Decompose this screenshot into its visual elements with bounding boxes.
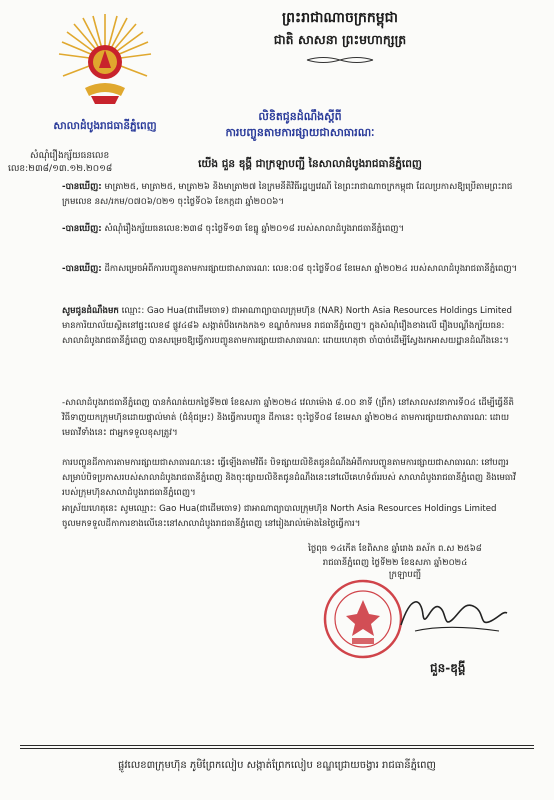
document-subtitle: ការបញ្ចូនតាមការផ្សាយជាសាធារណៈ bbox=[225, 126, 375, 139]
case-file-label: សំណុំរឿងក្ស័យធនលេខ bbox=[30, 151, 110, 161]
document-title: លិខិតជូនដំណឹងស្ដីពី bbox=[258, 110, 342, 123]
paragraph-lead: -បានឃើញ: bbox=[62, 224, 102, 234]
paragraph bbox=[62, 304, 522, 349]
paragraph bbox=[62, 456, 522, 501]
footer-divider-thin bbox=[20, 748, 534, 749]
lunar-date: ថ្ងៃពុធ ១៤កើត ខែពិសាខ ឆ្នាំរោង ឆស័ក ព.ស ២៥៦៨ bbox=[308, 544, 482, 554]
paragraph bbox=[62, 180, 522, 210]
handwritten-signature bbox=[395, 585, 510, 640]
paragraph bbox=[62, 502, 522, 532]
footer-address: ផ្លូវលេខ៣ក្រុមហ៊ុន ភូមិព្រែកលៀប សង្កាត់ព្រែកលៀប ខណ្ឌជ្រោយចង្វារ រាជធានីភ្នំពេញ bbox=[118, 760, 436, 771]
paragraph-lead: សូមជូនដំណឹងមក bbox=[62, 306, 119, 316]
paragraph-text: ឈ្មោះ: Gao Hua(ជាដើមចោទ) ជាអាណាព្យាបាលក្រុមហ៊ុន (NAR) North Asia Resources Holdings Limited មានការិយាល័យស្ថិតនៅផ្ទះលេខ៨ ផ្លូវ៤៨៦ សង្កាត់បឹងកេងកង១ ខណ្ឌចំការមន រាជធានីភ្នំពេញ។ ក្នុងសំណុំរឿងខាងលើ រឿងបណ្ដឹងក្ស័យធន: សាលាដំបូងរាជធានីភ្នំពេញ បានសម្រេចឱ្យធ្វើការបញ្ចូនតាមការផ្សាយជាសាធារណៈ ដោយហេតុថា ចាំបាច់ដើម្បីស្វែងរកអាសយដ្ឋានដំណឹងនេះ។ bbox=[62, 306, 513, 346]
paragraph bbox=[62, 396, 522, 441]
paragraph-text: -សាលាដំបូងរាជធានីភ្នំពេញ បានកំណត់យកថ្ងៃទី២៧ ខែឧសភា ឆ្នាំ២០២៤ វេលាម៉ោង ៨.០០ នាទី (ព្រឹក) នៅសាលសវនាការទី០៤ ដើម្បីធ្វើនីតិវិធីទាញយកក្រុមហ៊ុនដោយផ្ទាល់មាត់ (ជំនុំជម្រះ) និងធ្វើការបញ្ចូន ដីកានេះ ចុះថ្ងៃទី០៨ ខែមេសា ឆ្នាំ២០២៤ តាមការផ្សាយជាសាធារណៈ ដោយមេធាវីទាំងនេះ ជាអ្នកទទួលខុសត្រូវ។ bbox=[62, 398, 514, 438]
ornament-divider bbox=[305, 55, 375, 65]
paragraph bbox=[62, 262, 522, 277]
paragraph-text: ការបញ្ចូនដីកាការតាមការផ្សាយជាសាធារណៈនេះ ធ្វើឡើងតាមវិធី៖ បិទផ្សាយលិខិតជូនដំណឹងអំពីការបញ្ចូនតាមការផ្សាយជាសាធារណៈ នៅបញ្ជរសម្រាប់បិទប្រកាសរបស់សាលាដំបូងរាជធានីភ្នំពេញ និងចុះផ្សាយលិខិតជូនដំណឹងនេះនៅលើគេហទំព័ររបស់ សាលាដំបូងរាជធានីភ្នំពេញ និងមេធាវីរបស់ក្រុមហ៊ុនសាលាដំបូងរាជធានីភ្នំពេញ។ bbox=[62, 458, 516, 498]
paragraph-text: អាស្រ័យហេតុនេះ សូមឈ្មោះ: Gao Hua(ជាដើមចោទ) ជាអាណាព្យាបាលក្រុមហ៊ុន North Asia Resources Holdings Limited ចូលមកទទួលដីកាការខាងលើនេះនៅសាលាដំបូងរាជធានីភ្នំពេញ នៅរៀងរាល់ម៉ោងនៃថ្ងៃធ្វើការ។ bbox=[62, 504, 497, 529]
case-number: លេខ:២៣៨/១៣.១២.២០១៨ bbox=[8, 164, 113, 174]
court-seal-stamp bbox=[322, 578, 404, 660]
solar-date: រាជធានីភ្នំពេញ ថ្ងៃទី២២ ខែឧសភា ឆ្នាំ២០២៤ bbox=[322, 558, 468, 568]
signatory-name: ជួន-ឌុង្គី bbox=[430, 661, 466, 675]
paragraph-lead: -បានឃើញ: bbox=[62, 182, 102, 192]
paragraph bbox=[62, 222, 522, 237]
signatory-title: ក្រឡាបញ្ជី bbox=[388, 570, 422, 580]
paragraph-text: ដីកាសម្រេចអំពីការបញ្ចូនតាមការផ្សាយជាសាធារណៈ លេខ:០៨ ចុះថ្ងៃទី០៨ ខែមេសា ឆ្នាំ២០២៤ របស់សាលាដំបូងរាជធានីភ្នំពេញ។ bbox=[101, 264, 518, 274]
footer-divider bbox=[20, 745, 534, 746]
court-emblem-icon bbox=[55, 10, 155, 110]
national-motto: ជាតិ សាសនា ព្រះមហាក្សត្រ bbox=[273, 32, 407, 47]
paragraph-lead: -បានឃើញ: bbox=[62, 264, 102, 274]
paragraph-text: សំណុំរឿងក្ស័យធនលេខ:២៣៨ ចុះថ្ងៃទី១៣ ខែធ្នូ ឆ្នាំ២០១៨ របស់សាលាដំបូងរាជធានីភ្នំពេញ។ bbox=[101, 224, 405, 234]
paragraph-text: មាត្រា២៥, មាត្រា២៥, មាត្រា២៦ និងមាត្រា២៧ នៃក្រមនីតិវិធីរដ្ឋប្បវេណី នៃព្រះរាជាណាចក្រកម្ពុជា ដែលប្រកាសឱ្យប្រើតាមព្រះរាជក្រមលេខ នស/រកម/០៧០៦/០២១ ចុះថ្ងៃទី០៦ ខែកក្កដា ឆ្នាំ២០០៦។ bbox=[62, 182, 513, 207]
clerk-intro: យើង ជួន ឌុង្គី ជាក្រឡាបញ្ជី នៃសាលាដំបូងរាជធានីភ្នំពេញ bbox=[198, 158, 422, 170]
kingdom-title: ព្រះរាជាណាចក្រកម្ពុជា bbox=[281, 10, 398, 26]
court-name: សាលាដំបូងរាជធានីភ្នំពេញ bbox=[53, 120, 157, 132]
